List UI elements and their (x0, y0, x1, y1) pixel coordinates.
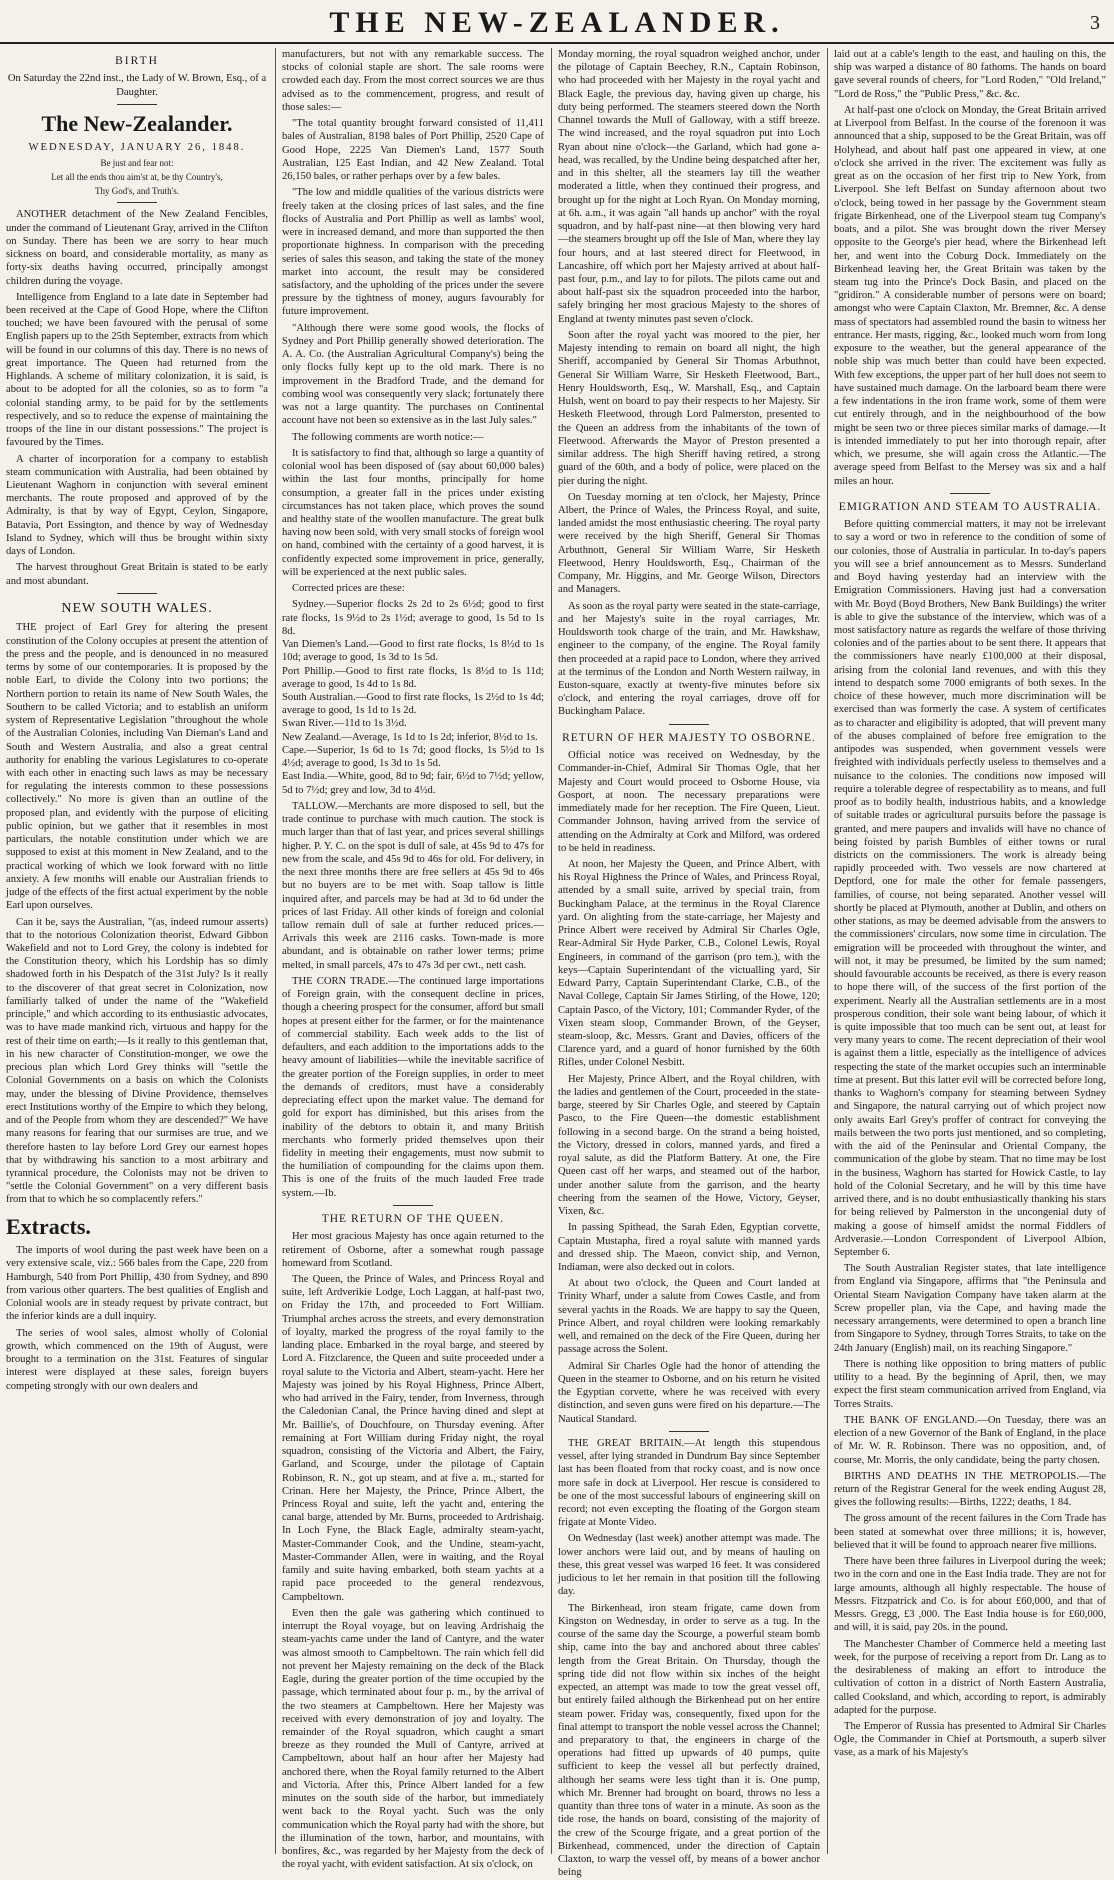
motto-line: Be just and fear not: (100, 157, 174, 168)
divider (669, 1431, 709, 1432)
price-list: Sydney.—Superior flocks 2s 2d to 2s 6½d; good to first rate flocks, 1s 9½d to 2s 1½d; average to good, 1s 5d to 1s 8d. Van Diemen's Land.—Good to first rate flocks, 1s 8½d to 1s 10d; average to good, 1s 3d to 1s 5d. Port Phillip.—Good to first rate flocks, 1s 8½d to 1s 11d; average to good, 1s 4d to 1s 8d. South Australian.—Good to first rate flocks, 1s 2½d to 1s 4d; average to good, 1s 1d to 1s 2d. Swan River.—11d to 1s 3½d. New Zealand.—Average, 1s 1d to 1s 2d; inferior, 8½d to 1s. Cape.—Superior, 1s 6d to 1s 7d; good flocks, 1s 5½d to 1s 4½d; average to good, 1s 3d to 1s 5d. East India.—White, good, 8d to 9d; fair, 6½d to 7½d; yellow, 5d to 7½d; grey and low, 3d to 4½d. (282, 599, 544, 796)
article-paragraph: THE BANK OF ENGLAND.—On Tuesday, there was an election of a new Governor of the Bank of England, in the place of Mr. W. R. Robinson. There was no opposition, and, of course, Mr. Morris, the only candidate, being the party chosen. (834, 1414, 1106, 1466)
article-paragraph: Corrected prices are these: (292, 583, 405, 595)
article-paragraph: The gross amount of the recent failures in the Corn Trade has been stated at somewhat over three millions; it is, however, believed that it will be found to approach nearer five millions. (834, 1513, 1106, 1551)
article-paragraph: There have been three failures in Liverpool during the week; two in the corn and one in the East India trade. They are not for large amounts, although all highly respectable. The house of Messrs. Fitzpatrick and Co. is for about £60,000, and that of Messrs. Gregg, £3 ,000. The East India house is for £60,000, and will, it is said, pay 20s. in the pound. (834, 1556, 1106, 1634)
newspaper-title: THE NEW-ZEALANDER. (329, 6, 785, 39)
article-paragraph: The Birkenhead, iron steam frigate, came down from Kingston on Wednesday, in order to serve as a tug. In the course of the same day the Scourge, a powerful steam bomb ship, came into the bay and anchored about three cables' length from the Great Britain. On Thursday, though the spring tide did not flow within six inches of the height expected, an attempt was made to tow the great vessel off, but entirely failed although the Birkenhead put on her entire steam power. Friday was, consequently, fixed upon for the final attempt to transport the noble vessel across the Channel; and preparatory to that, the engineers in charge of the operations had fitted up upwards of 40 pumps, quite sufficient to keep the vessel all but perfectly drained, although her seams were less tight than it is. One pump, which Mr. Brenner had brought on board, throws no less a quantity than three tons of water in a minute. As soon as the tide rose, the hands on board, consisting of the majority of the crew of the Scourge frigate, and a great portion of the Birkenhead, commenced, under the direction of Captain Claxton, to warp the vessel off, by means of a bower anchor being (558, 1602, 820, 1879)
section-heading-emigration: EMIGRATION AND STEAM TO AUSTRALIA. (838, 500, 1102, 513)
article-paragraph: The harvest throughout Great Britain is stated to be early and most abundant. (6, 562, 268, 587)
article-paragraph: The Manchester Chamber of Commerce held a meeting last week, for the purpose of receiving a report from Dr. Lang as to the desirableness of making an effort to introduce the cultivation of cotton in a district of North Eastern Australia, called Cooksland, and which, according to report, is admirably adapted for the purpose. (834, 1638, 1106, 1716)
article-paragraph: On Tuesday morning at ten o'clock, her Majesty, Prince Albert, the Prince of Wales, the Princess Royal, and suite, landed amidst the most enthusiastic cheering. The royal party were received by the high Sheriff, General Sir Thomas Arbuthnott, General Sir William Warre, Sir Hesketh Fleetwood, Henry Houldsworth, Esq., Chairman of the Company, Mr. Higgins, and Mr. George Wilson, Directors and Managers. (558, 491, 820, 596)
article-paragraph: Her Majesty, Prince Albert, and the Royal children, with the ladies and gentlemen of the Court, proceeded in the state-barge, steered by Sir Charles Ogle, and steered by Captain Pasco, to the Fire Queen—the domestic establishment following in a second barge. On the strand a being hoisted, the Victory, dressed in colors, manned yards, and fired a royal salute, as did the Platform Battery. At one, the Fire Queen cast off her warps, and steamed out of the harbor, under another salute from the garrison, and the hearty cheering from the seamen of the Howe, Victory, Geyser, Vixen, &c. (558, 1073, 820, 1218)
masthead (0, 0, 1114, 44)
article-paragraph: Can it be, says the Australian, "(as, indeed rumour asserts) that to the notorious Colonization theorist, Edward Gibbon Wakefield and not to Lord Grey, the colony is indebted for the Constitution theory, which his Lordship has so dimly shadowed forth in his Despatch of the 31st July? Is it really to the discoverer of that great secret in Colonization, now familiarly talked of under the name of the "Wakefield principle," and which according to its enthusiastic advocates, was to have made mankind rich, virtuous and happy for the rest of their time on earth;—Is it really to this gentleman that, in his new character of Constitution-monger, we owe the precious plan which Lord Grey thinks will "settle the Colonial Governments on a basis on which the Colonists may, under the blessing of Divine Providence, themselves erect Institutions worthy of the Empire to which they belong, and of the People from whom they are descended?" We have many reasons for fearing that our surmises are true, and we therefore hasten to lay before Lord Grey our earnest hopes that by withdrawing his sanction to a most arbitrary and tyrannical procedure, the Colonists may not be driven to "settle the Colonial Government" on a very different basis from that to which he so complacently refers." (6, 916, 268, 1206)
article-paragraph: The Emperor of Russia has presented to Admiral Sir Charles Ogle, the Commander in Chief at Portsmouth, a superb silver vase, as a mark of his Majesty's (834, 1720, 1106, 1759)
article-paragraph: On Wednesday (last week) another attempt was made. The lower anchors were laid out, and by means of hauling on these, this great vessel was warped 16 feet. It was considered judicious to let her remain in that position till the following day. (558, 1533, 820, 1598)
motto-line: Let all the ends thou aim'st at, be thy Country's, (51, 171, 223, 182)
article-paragraph: TALLOW.—Merchants are more disposed to sell, but the trade continue to purchase with much caution. The stock is much larger than that of last year, and prices several shillings higher. P. Y. C. on the spot is dull of sale, at 45s 9d to 47s for new from the scale, and 45s 9d to 46s for old. For delivery, in the next three months there are free sellers at 45s 9d to 46s but no buyers are to be met with. Soap tallow is little inquired after, and parcels may be had at 3d to 6d under the prices of last Friday. All other kinds of foreign and colonial tallow remain dull of sale at further reduced prices.—Arrivals this week are 2116 casks. Town-made is more abundant, and is obtainable on rather lower terms; prime melted, in small parcels, 47s to 47s 3d per cwt., nett cash. (282, 800, 544, 971)
divider (950, 493, 990, 494)
section-heading-extracts: Extracts. (6, 1213, 91, 1239)
divider (669, 724, 709, 725)
article-paragraph: THE GREAT BRITAIN.—At length this stupendous vessel, after lying stranded in Dundrum Bay since September last has been floated from that rocky coast, and is now once more safe in dock at Liverpool. Her rescue is considered to be one of the most successful labours of engineering skill on record; not even excepting the floating of the Gorgon steam frigate at Monte Video. (558, 1437, 820, 1529)
article-paragraph: Admiral Sir Charles Ogle had the honor of attending the Queen in the steamer to Osborne, and on his return he visited the Egyptian corvette, where he was received with every distinction, and seven guns were fired on his departure.—The Nautical Standard. (558, 1360, 820, 1425)
article-paragraph: Monday morning, the royal squadron weighed anchor, under the pilotage of Captain Beechey, R.N., Captain Robinson, who had proceeded with her Majesty in the royal yacht and Black Eagle, the previous day, having given up charge, his duty being performed. The steamers steered down the North Channel towards the Mull of Galloway, with a stiff breeze. The wind increased, and the royal squadron put into Loch Ryan about nine o'clock—the Garland, which had gone a-head, was recalled, by the Undine being despatched after her, and in this shelter, all the steamers lay till the weather moderated a little, when they continued their progress, and brought up for the night at Loch Ryan. On Monday morning, at 6h. a.m., it was again "all hands up anchor" with the royal squadron, and by half-past nine—at then blowing very hard—the steamers brought up off the Isle of Man, where they lay four hours, and at last steered direct for Fleetwood, in Lancashire, off which port her Majesty arrived at about half-past four, p.m., and lay to for pilots. The pilots came out and about half-past six the squadron proceeded into the harbor, safely bringing her most gracious Majesty to the shores of England at twenty minutes past seven o'clock. (558, 49, 820, 325)
dateline: WEDNESDAY, JANUARY 26, 1848. (28, 142, 246, 154)
article-paragraph: Soon after the royal yacht was moored to the pier, her Majesty intending to remain on board all night, the high Sheriff, accompanied by General Sir Thomas Arbuthnot, General Sir William Warre, Sir Hesketh Fleetwood, Bart., Henry Houldsworth, Esq., W. Marshall, Esq., and Captain Hulsh, went on board to pay their respects to her Majesty. Sir Hesketh Fleetwood, through Lord Palmerston, presented to the Queen an address from the inhabitants of the town of Fleetwood. Afterwards the Mayor of Preston presented a similar address. The high Sheriff having retired, a strong guard of the 60th, and a body of police, were placed on the pier during the night. (558, 329, 820, 487)
section-heading-queen: THE RETURN OF THE QUEEN. (321, 1212, 505, 1225)
article-paragraph: ANOTHER detachment of the New Zealand Fencibles, under the command of Lieutenant Gray, arrived in the Clifton on Sunday. There has been we are sorry to hear much sickness on board, and considerable mortality, as many as forty-six deaths having occurred, principally amongst children during the voyage. (6, 209, 268, 287)
article-paragraph: Intelligence from England to a late date in September had been received at the Cape of Good Hope, where the Clifton touched; we have been favoured with the perusal of some English papers up to the 25th September, extracts from which will be found in our columns of this day. There is no news of great importance. The Queen had returned from the Highlands. A scheme of military colonization, it is said, is about to be adopted for all the colonies, so as to form "a colonial standing army, to be paid for by the settlements respectively, and so to reduce the expense of maintaining the troops of the line in our distant possessions." The project is favoured by the Times. (6, 291, 268, 449)
article-paragraph: The Queen, the Prince of Wales, and Princess Royal and suite, left Ardverikie Lodge, Loch Laggan, at half-past two, on Friday the 17th, and proceeded to Fort William. Triumphal arches across the streets, and every demonstration of loyalty, marked the progress of the royal family to the landing place. Embarked in the royal barge, and steered by Lord A. Fitzclarence, the Queen and suite proceeded under a royal salute to the Victoria and Albert, steam-yacht. Here her Majesty was joined by his Royal Highness, Prince Albert, who had arrived in the Fairy, tender, from Inverness, through the Caledonian Canal, the Prince having dined and slept at Mr. Baillie's, of Douchfoure, on Thursday evening. After remaining at Fort William during Friday night, the royal squadron, consisting of the Victoria and Albert, the Fairy, Garland, and Scourge, under the pilotage of Captain Robinson, R. N., got up steam, and at five a. m., started for Crinan. Here her Majesty, the Prince, Prince Albert, the Princess Royal and suite, left the yacht and, entering the canal barge, attended by Mr. Burns, proceeded to Ardrishaig. In Loch Fyne, the Black Eagle, admiralty steam-yacht, Master-Commander Cook, and the Undine, steam-yacht, Master-Commander Allen, were in waiting, and the Royal family and suite having embarked, both steam yachts at a rapid pace proceeded to the general rendezvous, Campbeltown. (282, 1274, 544, 1603)
article-paragraph: At about two o'clock, the Queen and Court landed at Trinity Wharf, under a salute from Cowes Castle, and from several yachts in the Roads. We are happy to say the Queen, Prince Albert, and royal children were looking remarkably well, and remained on the deck of the Fire Queen, during her passage across the Solent. (558, 1278, 820, 1356)
article-paragraph: A charter of incorporation for a company to establish steam communication with Australia, had been obtained by Lieutenant Waghorn in conjunction with several eminent merchants. The route proposed and approved of by the Admiralty, is that by way of Egypt, Ceylon, Singapore, Batavia, Port Essington, and thence by way of Wednesday Island to Sydney, which will thus be brought within sixty days of London. (6, 453, 268, 558)
article-paragraph: Before quitting commercial matters, it may not be irrelevant to say a word or two in reference to the condition of some of our colonies, those of Australia in particular. In to-day's papers you will see a brief announcement as to Messrs. Sunderland and Boyd having yesterday had an interview with the Emigration Commissioners. Having just had a conversation with Mr. Boyd (Boyd Brothers, New Bank Buildings) the writer is able to give the substance of the interview, which was of a most satisfactory nature as regards the welfare of those thriving colonies and of the parties about to be sent there. It appears that the commissioners have nearly £100,000 at their disposal, arising from the colonial land revenues, and with this they intend to despatch some 7000 emigrants of both sexes. In the choice of these however, much more discrimination will be exercised than was formerly the case. A system of certificates as to character and eligibility is adopted, that will prevent many of the abuses complained of before free emigration to the antipodes was suspended, when government vessels were freighted with individuals perfectly useless to themselves and a nuisance to the colonies. The conditions now imposed will require a tolerable degree of respectability as to means, and full proof as to bodily health, industrious habits, and a knowledge of suitable trades or agricultural pursuits before the passage is granted, and mere paupers and invalids will have no chance of being foisted by parish Bumbles of either towns or rural districts on the commissioners. The work is already being rapidly proceeded with. Two vessels are now chartered at Deptford, one for male the other for female passengers, families, of course, not being separated. Another vessel will shortly be placed at Plymouth, another at Dublin, and others on other stations, as may be deemed advisable from the answers to the commissioners' circulars, now some time in circulation. The emigration will be proceeded with throughout the winter, and will not, it may be presumed, be limited by the sum named; should favourable accounts be received, as there is every reason to hope there will, of the success of the first portion of the experiment. Nearly all the Australian settlements are in a most prosperous condition, their sole want being labour, of which it is quite impossible that too much can be sent out, at least for very many years to come. The recent depreciation of their wool is against them a little, especially as the intelligence of advices respecting the state of the market occupies such an interminable time at present. But this latter evil will be corrected before long, thanks to Waghorn's company for steaming between Sydney and Singapore, the natural carrying out of which project now only awaits Earl Grey's proffer of contract for conveying the mails between the two ports just mentioned, and so completing, with the aid of the Peninsular and Oriental Company, the communication of the globe by steam. That no time may be lost in the business, Waghorn has started for Howick Castle, to lay hold of the Colonial Secretary, and he will by this time have arrived there, and is no doubt enthusiastically thanking his stars for being relieved by Palmerston in the uncongenial duty of making a goose of himself amidst the normal Fiddlers of Ardverasie.—London Correspondent of Liverpool Albion, September 6. (834, 519, 1106, 1258)
column-2 (282, 48, 544, 1871)
birth-heading: BIRTH (115, 55, 159, 67)
motto-line: Thy God's, and Truth's. (94, 186, 179, 197)
article-paragraph: The South Australian Register states, that late intelligence from England via Singapore, affirms that "the Peninsula and Oriental Steam Navigation Company have taken alarm at the Screw propeller plan, via the Cape, and having made the necessary arrangements, were determined to open a branch line from Singapore to Sydney, through Torres Straits, to take on the 24th January (English) mail, on its reaching Singapore." (834, 1263, 1106, 1354)
article-paragraph: Official notice was received on Wednesday, by the Commander-in-Chief, Admiral Sir Thomas Ogle, that her Majesty and Court would proceed to Osborne House, via Gosport, at noon. The necessary preparations were immediately made for her reception. The Fire Queen, Lieut. Commander Johnson, having arrived from the service of attending on the Admiralty at Cork and Milford, was ordered to be held in readiness. (558, 750, 820, 854)
article-paragraph: THE CORN TRADE.—The continued large importations of Foreign grain, with the consequent decline in prices, though a cheering prospect for the consumer, afford but small hopes at present either for the farmer, or for the maintenance of commercial stability. Each week adds to the list of defaulters, and each addition to the importations adds to the heavy amount of liabilities—while the inevitable sacrifice of the greater portion of the Foreign supplies, in order to meet the demands of creditors, must have a considerably depreciating effect upon the market value. The demand for gold for export has diminished, but this arises from the inability of the debtors to obtain it, and many British merchants who formerly prided themselves upon their fidelity in meeting their engagements, must now submit to the humiliation of compounding for the claims upon them. This is one of the fruits of the much lauded Free trade system.—Ib. (282, 975, 544, 1199)
article-paragraph: "The low and middle qualities of the various districts were freely taken at the closing prices of last sales, and the fine flocks of Australia and Port Phillip as well as lambs' wool, were in increased demand, and more than supported the then proportionate highness. In comparison with the preceding series of sales this season, and taking the state of the money market into account, the result may be considered satisfactory, and the upholding of the prices under the severe pressure by the tightness of money, augurs favourably for future improvement. (282, 187, 544, 318)
article-paragraph: There is nothing like opposition to bring matters of public utility to a head. By the beginning of April, then, we may expect the first steam communication arrived from England, via Torres Straits. (834, 1358, 1106, 1410)
section-heading-nsw: NEW SOUTH WALES. (61, 600, 213, 616)
divider (117, 104, 157, 105)
section-heading-osborne: RETURN OF HER MAJESTY TO OSBORNE. (562, 731, 816, 744)
paper-title: The New-Zealander. (41, 110, 233, 136)
masthead-rule (0, 42, 1114, 44)
column-1 (6, 48, 268, 1854)
article-paragraph: At half-past one o'clock on Monday, the Great Britain arrived at Liverpool from Belfast. In the course of the forenoon it was announced that a ship, supposed to be the Great Britain, was off Holyhead, and about half past one appeared in view, at one o'clock she arrived in the river. The excitement was fully as great as on the occasion of her first trip to New York, from Liverpool. She left Belfast on Sunday afternoon about two o'clock, being towed in her passage by the Government steam frigate Birkenhead, one of the Liverpool steam tug Company's boats, and a pilot. She was brought down the river Mersey opposite to the George's pier head, where the Birkenhead left her, and went into the Coburg Dock. Immediately on the Birkenhead leaving her, the Great Britain was taken by the steam tug into the Prince's Dock Basin, and placed on the "gridiron." A considerable number of persons were on board; amongst who were Captain Claxton, Mr. Bremner, &c. A dense mass of spectators had assembled round the basin to witness her entrance. Her masts, rigging, &c., looked much worn from long exposure to the weather, but the general appearance of the noble ship was much better than could have been expected. With few exceptions, the upper part of her hull does not seem to have sustained much damage. On the larboard beam there were a few indentations in the iron frame work, some of them were cut entirely through, and in the neighbourhood of the bow might be seen two or three pieces similar marks of damage.—It is intended immediately to put her into thorough repair, after which, we presume, she will again cross the Atlantic.—The average speed from Belfast to the Mersey was six and a half miles an hour. (834, 104, 1106, 487)
column-rule (275, 48, 276, 1854)
article-paragraph: As soon as the royal party were seated in the state-carriage, and her Majesty's suite in the royal carriages, Mr. Houldsworth took charge of the train, and Mr. Hawkshaw, engineer to the company, of the engine. The Royal family then proceeded at a rapid pace to London, where they arrived at the terminus of the London and North Western railway, in Euston-square, exactly at twenty-five minutes before six o'clock, and entering the royal carriages, drove off for Buckingham Palace. (558, 600, 820, 718)
divider (393, 1205, 433, 1206)
article-paragraph: At noon, her Majesty the Queen, and Prince Albert, with his Royal Highness the Prince of Wales, and Princess Royal, attended by a small suite, arrived by special train, from Buckingham Palace, at the terminus in the Royal Clarence yard. On alighting from the state-carriage, her Majesty and Prince Albert were received by Admiral Sir Charles Ogle, Rear-Admiral Sir Hyde Parker, C.B., Colonel Lewis, Royal Engineers, in command of the garrison (pro tem.), with the keys—Captain Superintendant of the victualling yard, Sir Edward Parry, Captain Superintendant Clarke, C.B., of the Naval College, Captain Sir James Stirling, of the Howe, 120; Captain Pasco, of the Victory, 101; Commander Ryder, of the Vixen steam sloop, Commander Brown, of the Geyser, steam-sloop, &c. Messrs. Grant and Davies, officers of the Clarence yard, and a guard of honor furnished by the 60th Rifles, under Colonel Nesbitt. (558, 858, 820, 1069)
birth-notice: On Saturday the 22nd inst., the Lady of W. Brown, Esq., of a Daughter. (7, 73, 267, 98)
column-3 (558, 48, 820, 1879)
article-paragraph: The series of wool sales, almost wholly of Colonial growth, which commenced on the 19th of August, were brought to a termination on the 31st. Features of singular interest were displayed at these sales, foreign buyers competing strongly with our own dealers and (6, 1327, 268, 1392)
article-paragraph: "The total quantity brought forward consisted of 11,411 bales of Australian, 8198 bales of Port Phillip, 2520 Cape of Good Hope, 2225 Van Diemen's Land, 1577 South Australian, 125 East Indian, and 42 New Zealand. Total 26,150 bales, or rather perhaps over by a few bales. (282, 118, 544, 183)
article-paragraph: THE project of Earl Grey for altering the present constitution of the Colony occupies at present the attention of the press and the people, and is denounced in no measured terms by some of our contemporaries. It is proposed by the noble Earl, to divide the Colony into two portions; the Northern portion to retain its name of New South Wales, the Southern to be called Victoria; and to establish an uniform system of Representative Legislation "throughout the whole of the Australian Colonies, including Van Dieman's Land and South and Western Australia, and also a great central authority for enabling the various Legislatures to co-operate with each other in enacting such laws as may be necessary for regulating the interests common to these possessions collectively." No more is given than an outline of the proposed plan, and evidently with the purpose of eliciting public opinion, but we gather that it resembles in most particulars, the notable constitution under which we are supposed to exist at this moment in New Zealand, and to the practical working of which we look forward with no little anxiety. A few months will enable our Australian friends to judge of the effects of the first actual experiment by the noble Earl upon ourselves. (6, 622, 268, 912)
article-paragraph: It is satisfactory to find that, although so large a quantity of colonial wool has been disposed of (say about 60,000 bales) within the last four months, principally for home consumption, a greater fall in the prices under existing circumstances has not taken place, which proves the sound and healthy state of the woollen manufacture. The great bulk having now been sold, with very small stocks of foreign wool on hand, combined with the certainty of a good harvest, it is confidently expected some improvement in price, generally, will be experienced at the next public sales. (282, 447, 544, 578)
article-paragraph: "Although there were some good wools, the flocks of Sydney and Port Phillip generally showed deterioration. The A. A. Co. (the Australian Agricultural Company's) being the only flocks fully kept up to the old mark. There is no improvement in the Bradford Trade, and the demand for combing wool was consequently very slack; fortunately there was not a large quantity. The purchases on Continental account have not been so extensive as in the last July sales." (282, 322, 544, 427)
article-paragraph: manufacturers, but not with any remarkable success. The stocks of colonial staple are short. The sale rooms were crowded each day. From the most correct sources we are thus advised as to the commencement, progress, and result of those sales:— (282, 49, 544, 113)
article-paragraph: Her most gracious Majesty has once again returned to the retirement of Osborne, after a somewhat rough passage homeward from Scotland. (282, 1231, 544, 1269)
article-paragraph: BIRTHS AND DEATHS IN THE METROPOLIS.—The return of the Registrar General for the week ending August 28, gives the following results:—Births, 1222; deaths, 1 84. (834, 1470, 1106, 1509)
column-4 (834, 48, 1106, 1854)
column-rule (551, 48, 552, 1854)
article-paragraph: The imports of wool during the past week have been on a very extensive scale, viz.: 566 bales from the Cape, 220 from Hamburgh, 540 from Port Phillip, 430 from Sydney, and 890 from various other quarters. The best qualities of English and Colonial wools are in steady request by private contract, but the inferior kinds are a dull inquiry. (6, 1245, 268, 1323)
article-paragraph: In passing Spithead, the Sarah Eden, Egyptian corvette, Captain Mustapha, fired a royal salute with manned yards and dressed ship. The Maeon, convict ship, and Vernon, Indiaman, were also decked out in colors. (558, 1222, 820, 1273)
article-paragraph: The following comments are worth notice:— (292, 431, 484, 443)
page-number: 3 (1090, 12, 1100, 34)
divider (117, 202, 157, 203)
article-paragraph: Even then the gale was gathering which continued to interrupt the Royal voyage, but on leaving Ardrishaig the steam-yachts came under the land of Cantyre, and the water was almost smooth to Campbeltown. The rain which fell did not prevent her Majesty remaining on the deck of the Black Eagle, during the greater portion of the time occupied by the passage, which terminated about four p. m., by the arrival of the two steamers at Campbeltown. Here her Majesty was received with every demonstration of joy and loyalty. The remainder of the Royal squadron, which caught a smart breeze as they rounded the Mull of Cantyre, arrived at Campbeltown, about half an hour after her Majesty had anchored there, when the Royal family returned to the Albert and Victoria. After this, Prince Albert landed for a few minutes on the south side of the harbor, but immediately went back to the Royal yacht. Such was the only communication which the Royal party had with the shore, but the illumination of the town, harbor, and mountains, with bonfires, &c., was regarded by her Majesty from the deck of the royal yacht, with evident satisfaction. At six o'clock, on (282, 1607, 544, 1871)
divider (117, 593, 157, 594)
column-rule (827, 48, 828, 1854)
article-paragraph: laid out at a cable's length to the east, and hauling on this, the ship was warped a distance of 80 fathoms. The hands on board gave several rounds of cheers, for "Lord Roden," "Old Ireland," "Lord de Ross," the "Public Press," &c. &c. (834, 49, 1106, 100)
